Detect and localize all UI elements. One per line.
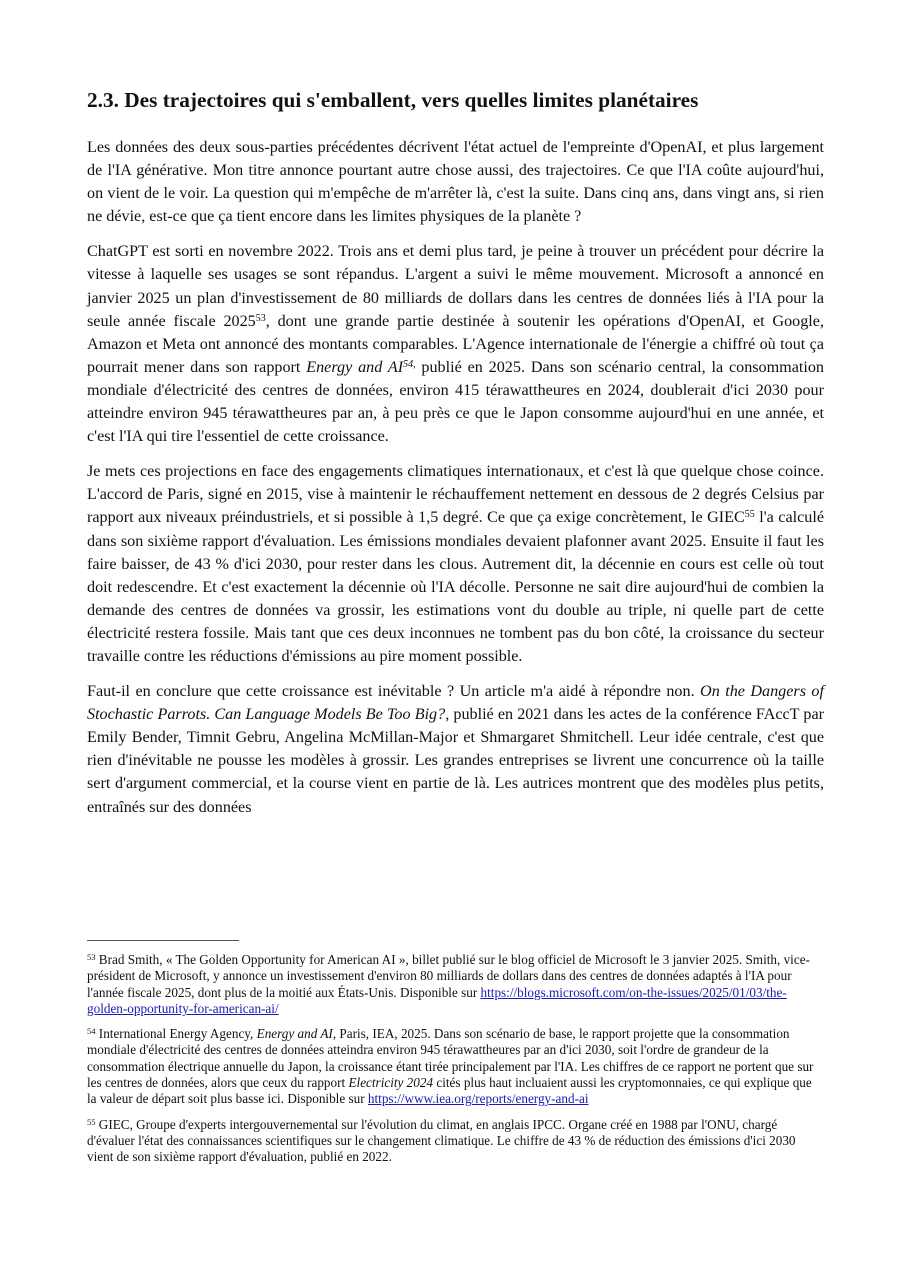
footnote-54-italic-electricity-2024: Electricity 2024	[348, 1075, 434, 1091]
footnote-ref-55[interactable]: 55	[744, 509, 755, 521]
article-title-stochastic-parrots: On the Dangers of Stochastic Parrots. Can Language Models Be Too Big?	[87, 683, 824, 724]
footnote-number-53: 53	[87, 952, 96, 962]
footnote-number-55: 55	[87, 1116, 96, 1127]
paragraph-1: Les données des deux sous-parties précédentes décrivent l'état actuel de l'empreinte d'OpenAI, et plus largement de l'IA générative. Mon titre annonce pourtant autre chose aussi, des trajectoires. Ce que l'IA coûte aujourd'hui, on vient de le voir. La question qui m'empêche de m'arrêter là, c'est la suite. Dans cinq ans, dans vingt ans, si rien ne dévie, est-ce que ça tient encore dans les limites physiques de la planète ?	[87, 139, 824, 226]
footnote-54-text-b: , Paris, IEA, 2025. Dans son scénario de base, le rapport projette que la consommation mondiale d'électricité des centres de données atteindra environ 945 térawattheures par an d'ici 2030, soit l'ordre de grandeur de la consommation électrique annuelle du Japon, la croissance étant tirée principalement par l'IA. Les chiffres de ce rapport ne portent que sur les centres de données, alors que ceux du rapport	[87, 1026, 814, 1091]
footnote-55-text: GIEC, Groupe d'experts intergouvernemental sur l'évolution du climat, en anglais IPCC. Organe créé en 1988 par l'ONU, chargé d'évaluer l'état des connaissances scientifiques sur le changement climatique. Le chiffre de 43 % de réduction des émissions d'ici 2030 vient de son sixième rapport d'évaluation, publié en 2022.	[87, 1116, 796, 1165]
paragraph-4-text-b: , publié en 2021 dans les actes de la conférence FAccT par Emily Bender, Timnit Gebru, Angelina McMillan-Major et Shmargaret Shmitchell. Leur idée centrale, c'est que rien d'inévitable ne pousse les modèles à grossir. Les grandes entreprises se livrent une concurrence où la taille sert d'argument commercial, et la course vient en partie de là. Les autrices montrent que des modèles plus petits, entraînés sur des données	[87, 706, 824, 816]
paragraph-2	[87, 240, 824, 448]
footnote-54-link[interactable]: https://www.iea.org/reports/energy-and-ai	[367, 1091, 589, 1107]
footnote-53-text: Brad Smith, « The Golden Opportunity for American AI », billet publié sur le blog officiel de Microsoft le 3 janvier 2025. Smith, vice-président de Microsoft, y annonce un investissement d'environ 80 milliards de dollars dans des centres de données adaptés à l'IA pour l'année fiscale 2025, dont plus de la moitié aux États-Unis. Disponible sur	[87, 952, 810, 1000]
footnote-54-text-a: International Energy Agency,	[95, 1026, 257, 1042]
section-heading: 2.3. Des trajectoires qui s'emballent, vers quelles limites planétaires	[87, 88, 699, 112]
footnote-55	[87, 1117, 824, 1166]
paragraph-3-text-b: l'a calculé dans son sixième rapport d'évaluation. Les émissions mondiales devaient plafonner avant 2025. Ensuite il faut les faire baisser, de 43 % d'ici 2030, pour rester dans les clous. Autrement dit, la décennie en cours est celle où tout doit redescendre. Et c'est exactement la décennie où l'IA décolle. Personne ne sait dire aujourd'hui de combien la demande des centres de données va grossir, les estimations vont du double au triple, ni quelle part de cette électricité restera fossile. Mais tant que ces deux inconnues ne tombent pas du bon côté, la croissance du secteur travaille contre les réductions d'émissions au pire moment possible.	[87, 509, 824, 665]
report-title-energy-and-ai: Energy and AI	[306, 358, 404, 376]
footnote-ref-54[interactable]: 54,	[403, 358, 416, 370]
footnote-54-text-c: cités plus haut incluaient aussi les cryptomonnaies, ce qui explique que la valeur de départ soit plus basse ici. Disponible sur	[87, 1075, 812, 1107]
paragraph-4-text-a: Faut-il en conclure que cette croissance est inévitable ? Un article m'a aidé à répondre non.	[87, 683, 701, 701]
footnote-53	[87, 952, 824, 1017]
footnotes	[87, 952, 824, 1175]
paragraph-3	[87, 460, 824, 668]
document-body	[87, 86, 824, 819]
footnote-ref-53[interactable]: 53	[255, 312, 266, 324]
footnote-separator	[87, 940, 239, 941]
paragraph-2-text-b: , dont une grande partie destinée à soutenir les opérations d'OpenAI, et Google, Amazon et Meta ont annoncé des montants comparables. L'Agence internationale de l'énergie a chiffré où tout ça pourrait mener dans son rapport	[87, 312, 824, 376]
paragraph-3-text-a: Je mets ces projections en face des engagements climatiques internationaux, et c'est là que quelque chose coince. L'accord de Paris, signé en 2015, vise à maintenir le réchauffement nettement en dessous de 2 degrés Celsius par rapport aux niveaux préindustriels, et si possible à 1,5 degré. Ce que ça exige concrètement, le GIEC	[87, 463, 824, 527]
paragraph-4	[87, 680, 824, 819]
paragraph-2-text-a: ChatGPT est sorti en novembre 2022. Trois ans et demi plus tard, je peine à trouver un précédent pour décrire la vitesse à laquelle ses usages se sont répandus. L'argent a suivi le même mouvement. Microsoft a annoncé en janvier 2025 un plan d'investissement de 80 milliards de dollars dans les centres de données liés à l'IA pour la seule année fiscale 2025	[87, 243, 824, 330]
footnote-number-54: 54	[87, 1026, 96, 1037]
footnote-54	[87, 1026, 824, 1107]
paragraph-2-text-c: publié en 2025. Dans son scénario central, la consommation mondiale d'électricité des centres de données, environ 415 térawattheures en 2024, doublerait d'ici 2030 pour atteindre environ 945 térawattheures par an, à peu près ce que le Japon consomme aujourd'hui en une année, et c'est l'IA qui tire l'essentiel de cette croissance.	[87, 358, 825, 446]
footnote-53-link[interactable]: https://blogs.microsoft.com/on-the-issues/2025/01/03/the-golden-opportunity-for-american-ai/	[87, 984, 787, 1016]
footnote-54-italic-energy-and-ai: Energy and AI	[256, 1026, 333, 1042]
